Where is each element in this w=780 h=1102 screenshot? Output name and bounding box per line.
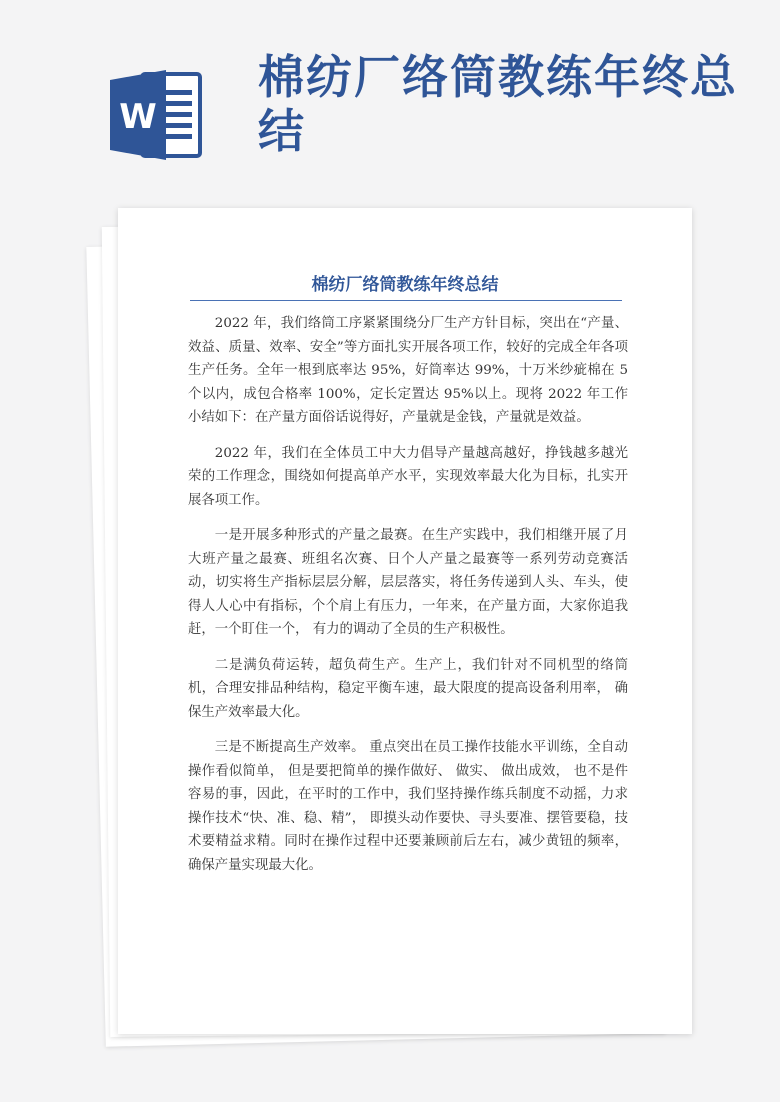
document-page — [118, 208, 692, 1034]
paragraph: 三是不断提高生产效率。 重点突出在员工操作技能水平训练，全自动操作看似简单， 但是要把简单的操作做好、 做实、 做出成效， 也不是件容易的事，因此，在平时的工作中，我们坚持操作练兵制度不动摇，力求操作技术“快、准、稳、精”， 即摸头动作要快、寻头要准、摆管要稳，技术要精益求精。同时在操作过程中还要兼顾前后左右，减少黄钮的频率，确保产量实现最大化。 — [188, 740, 628, 873]
document-body — [188, 312, 628, 889]
title-divider — [190, 300, 622, 301]
paragraph: 一是开展多种形式的产量之最赛。在生产实践中，我们相继开展了月大班产量之最赛、班组名次赛、日个人产量之最赛等一系列劳动竞赛活动，切实将生产指标层层分解，层层落实，将任务传递到人头、车头，使得人人心中有指标，个个肩上有压力，一年来，在产量方面，大家你追我赶，一个盯住一个， 有力的调动了全员的生产积极性。 — [188, 528, 628, 637]
paragraph: 2022 年，我们络筒工序紧紧围绕分厂生产方针目标，突出在“产量、效益、质量、效率、安全”等方面扎实开展各项工作，较好的完成全年各项生产任务。全年一根到底率达 95%，好筒率达 99%，十万米纱疵棉在 5 个以内，成包合格率 100%，定长定置达 95%以上。现将 2022 年工作小结如下：在产量方面俗话说得好，产量就是金钱，产量就是效益。 — [188, 316, 628, 425]
word-document-icon — [108, 66, 206, 164]
page-title: 棉纺厂络筒教练年终总结 — [258, 50, 738, 158]
paragraph: 二是满负荷运转，超负荷生产。生产上，我们针对不同机型的络筒机，合理安排品种结构，稳定平衡车速，最大限度的提高设备利用率， 确保生产效率最大化。 — [188, 657, 628, 720]
paragraph: 2022 年，我们在全体员工中大力倡导产量越高越好，挣钱越多越光荣的工作理念，围绕如何提高单产水平，实现效率最大化为目标，扎实开展各项工作。 — [188, 445, 628, 508]
document-title: 棉纺厂络筒教练年终总结 — [311, 275, 499, 295]
logo-letter: W — [119, 97, 157, 137]
header — [0, 0, 780, 200]
